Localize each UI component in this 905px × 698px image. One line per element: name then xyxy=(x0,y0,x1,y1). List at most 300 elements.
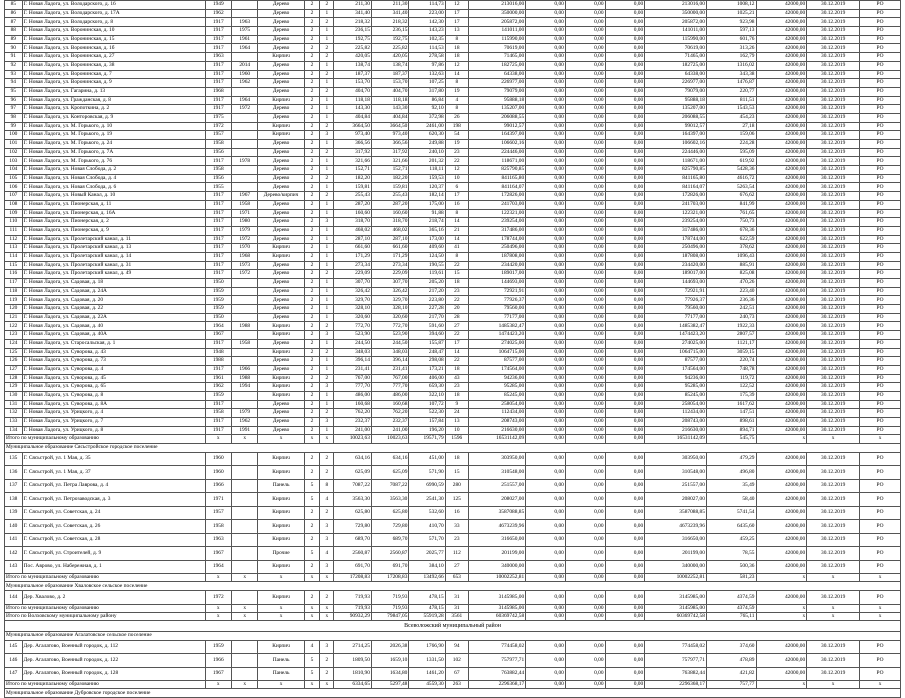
table-cell: 208027,00 xyxy=(468,493,525,507)
table-row xyxy=(5,27,901,36)
table-cell: 1958 xyxy=(205,409,231,418)
section-title-row xyxy=(5,621,901,632)
table-cell: 22 xyxy=(445,331,468,340)
table-cell: 12 xyxy=(445,61,468,70)
table-cell: 1968 xyxy=(205,87,231,96)
table-cell: 8 xyxy=(320,479,334,493)
table-cell: Дерево xyxy=(258,409,304,418)
table-cell: 30.12.2019 xyxy=(807,61,860,70)
table-cell: 42000,00 xyxy=(756,35,807,44)
table-cell: 30.12.2019 xyxy=(807,122,860,131)
table-cell: 2 xyxy=(304,591,319,605)
table-cell: 774458,02 xyxy=(468,640,525,654)
table-cell: 0,00 xyxy=(565,591,605,605)
table-cell xyxy=(232,305,258,314)
table-cell: 3145985,00 xyxy=(645,591,707,605)
table-cell: 317486,00 xyxy=(645,226,707,235)
table-cell: 0,00 xyxy=(565,383,605,392)
table-cell: 114,73 xyxy=(409,1,445,10)
table-cell: Г. Сясьстрой, ул. 1 Мая, д. 37 xyxy=(22,466,205,480)
table-cell: 1917 xyxy=(205,27,231,36)
table-cell: 0,00 xyxy=(526,61,566,70)
table-cell: 522,30 xyxy=(409,409,445,418)
table-cell: Дерево xyxy=(258,418,304,427)
table-cell: 13 xyxy=(445,418,468,427)
table-row xyxy=(5,1,901,10)
table-cell: 8 xyxy=(445,105,468,114)
table-cell: Г. Сясьстрой, ул. Петрозаводская, д. 3 xyxy=(22,493,205,507)
table-cell: 2 xyxy=(304,79,319,88)
table-cell: 0,00 xyxy=(565,400,605,409)
table-cell xyxy=(232,287,258,296)
table-cell: 1316,02 xyxy=(706,61,756,70)
table-row xyxy=(5,296,901,305)
table-cell: 213016,00 xyxy=(645,1,707,10)
table-cell: РО xyxy=(860,122,901,131)
table-cell: Г. Новая Ладога, ул. Гагарина, д. 13 xyxy=(22,87,205,96)
table-cell: 15 xyxy=(445,270,468,279)
table-cell: 2 xyxy=(320,122,334,131)
table-cell: 30.12.2019 xyxy=(807,209,860,218)
table-cell: 0,00 xyxy=(565,466,605,480)
table-cell: 30.12.2019 xyxy=(807,87,860,96)
table-cell xyxy=(232,400,258,409)
table-cell: РО xyxy=(860,506,901,520)
table-cell: 0,00 xyxy=(605,426,645,435)
table-cell: 2 xyxy=(304,44,319,53)
table-cell: 0,00 xyxy=(605,244,645,253)
table-cell: 98 xyxy=(5,113,23,122)
table-cell: 0,00 xyxy=(565,157,605,166)
table-cell: 162,79 xyxy=(706,53,756,62)
table-cell: 135207,00 xyxy=(468,105,525,114)
table-cell: 0,00 xyxy=(605,452,645,466)
table-cell: 115990,00 xyxy=(645,35,707,44)
table-cell: 27,18 xyxy=(706,122,756,131)
table-cell: 147,51 xyxy=(706,409,756,418)
table-cell: 30.12.2019 xyxy=(807,174,860,183)
table-cell: 1967 xyxy=(205,547,231,561)
table-cell: 172826,00 xyxy=(645,192,707,201)
table-cell xyxy=(232,279,258,288)
table-row xyxy=(5,287,901,296)
table-cell: 0,00 xyxy=(526,591,566,605)
table-cell: 396,14 xyxy=(371,357,408,366)
table-cell: 153,70 xyxy=(334,79,371,88)
table-cell: 3059,15 xyxy=(706,348,756,357)
table-cell: 321,66 xyxy=(371,157,408,166)
table-cell: 208743,00 xyxy=(645,418,707,427)
table-cell: 171,29 xyxy=(371,252,408,261)
table-cell: Кирпич xyxy=(258,560,304,574)
table-cell: Кирпич xyxy=(258,520,304,534)
table-cell: 42000,00 xyxy=(756,296,807,305)
table-cell: 1988 xyxy=(205,357,231,366)
table-cell: 2 xyxy=(304,391,319,400)
table-cell: Дерево xyxy=(258,218,304,227)
table-cell: Дерево xyxy=(258,61,304,70)
table-row xyxy=(5,270,901,279)
table-cell: Кирпич xyxy=(258,322,304,331)
total-cell: х xyxy=(320,435,334,443)
table-cell: 328,10 xyxy=(371,305,408,314)
table-cell: 1917 xyxy=(205,252,231,261)
table-cell: РО xyxy=(860,331,901,340)
table-cell: 30.12.2019 xyxy=(807,560,860,574)
table-cell: 14 xyxy=(445,218,468,227)
table-cell: 152,71 xyxy=(371,166,408,175)
table-cell: 625,09 xyxy=(371,466,408,480)
table-cell: 404,84 xyxy=(334,113,371,122)
table-cell: Г. Новая Ладога, ул. Воронинская, д. 9 xyxy=(22,79,205,88)
table-cell: 841164,07 xyxy=(468,183,525,192)
table-cell: Кирпич xyxy=(258,506,304,520)
table-cell: 95888,18 xyxy=(468,96,525,105)
total-cell: х xyxy=(205,604,231,612)
table-cell: 2 xyxy=(304,105,319,114)
table-cell: 1461,20 xyxy=(409,667,445,681)
table-cell: 2 xyxy=(304,331,319,340)
table-cell: 2 xyxy=(320,148,334,157)
table-cell: 350000,00 xyxy=(468,9,525,18)
total-label: Итого по муниципальному образованию xyxy=(5,681,206,689)
table-cell xyxy=(232,113,258,122)
table-cell: 762,20 xyxy=(371,409,408,418)
table-cell: Г. Новая Ладога, ул. Пролетарский канал, д. 13 xyxy=(22,244,205,253)
table-cell: 2 xyxy=(304,279,319,288)
table-cell xyxy=(232,452,258,466)
table-cell: 30.12.2019 xyxy=(807,140,860,149)
table-cell: 54 xyxy=(445,131,468,140)
table-cell: 366,56 xyxy=(371,140,408,149)
table-row xyxy=(5,365,901,374)
total-cell: 0,00 xyxy=(526,604,566,612)
total-cell: 1596 xyxy=(445,435,468,443)
table-cell: 42000,00 xyxy=(756,400,807,409)
table-cell: 619,92 xyxy=(706,157,756,166)
table-cell: 30.12.2019 xyxy=(807,357,860,366)
table-cell: 112434,00 xyxy=(468,409,525,418)
table-cell: Кирпич xyxy=(258,383,304,392)
table-cell: 0,00 xyxy=(605,140,645,149)
table-cell: 144 xyxy=(5,591,23,605)
table-cell: 7087,22 xyxy=(334,479,371,493)
table-cell: 132 xyxy=(5,409,23,418)
total-cell: 16531142,09 xyxy=(645,435,707,443)
table-cell: 678,36 xyxy=(706,226,756,235)
table-cell: 137 xyxy=(5,479,23,493)
table-cell: 138,74 xyxy=(371,61,408,70)
table-cell: 236,15 xyxy=(371,27,408,36)
table-cell: 1959 xyxy=(205,287,231,296)
table-cell: 0,00 xyxy=(565,44,605,53)
table-cell: 1960 xyxy=(232,70,258,79)
table-cell: 0,00 xyxy=(526,244,566,253)
table-cell: 287,20 xyxy=(371,200,408,209)
table-cell: 278,58 xyxy=(409,53,445,62)
table-cell: 329,70 xyxy=(334,296,371,305)
table-row xyxy=(5,383,901,392)
table-cell: 241703,00 xyxy=(468,200,525,209)
table-row xyxy=(5,218,901,227)
table-cell: 3 xyxy=(320,533,334,547)
table-cell: 143,30 xyxy=(334,105,371,114)
table-cell: РО xyxy=(860,426,901,435)
table-cell: 229,09 xyxy=(334,270,371,279)
table-cell: 729,80 xyxy=(334,520,371,534)
table-cell: 42000,00 xyxy=(756,391,807,400)
table-cell xyxy=(232,183,258,192)
table-cell: 146 xyxy=(5,654,23,668)
table-cell: 142 xyxy=(5,547,23,561)
table-cell: 8 xyxy=(445,209,468,218)
table-cell: 1964 xyxy=(232,96,258,105)
table-cell: Г. Новая Ладога, ул. Воронинская, д. 15 xyxy=(22,35,205,44)
table-cell: 93 xyxy=(5,70,23,79)
table-cell: Г. Новая Ладога, ул. М. Горького, д. 19 xyxy=(22,131,205,140)
table-cell: 317486,00 xyxy=(468,226,525,235)
table-cell: Г. Новая Ладога, ул. Садовая, д. 40 xyxy=(22,322,205,331)
table-cell: 0,00 xyxy=(526,113,566,122)
table-cell: 140 xyxy=(5,520,23,534)
table-cell: 160,68 xyxy=(371,400,408,409)
table-cell: 21 xyxy=(445,226,468,235)
table-cell: 30.12.2019 xyxy=(807,218,860,227)
table-cell: 2 xyxy=(304,200,319,209)
total-cell: х xyxy=(860,681,901,689)
table-cell: РО xyxy=(860,166,901,175)
table-cell: 0,00 xyxy=(565,96,605,105)
table-row xyxy=(5,105,901,114)
table-cell: 1970 xyxy=(232,244,258,253)
table-cell: 1968 xyxy=(232,252,258,261)
table-cell: Г. Новая Ладога, ул. Пионерская, д. 11 xyxy=(22,200,205,209)
table-cell: 174564,00 xyxy=(468,365,525,374)
table-cell: 1975 xyxy=(205,113,231,122)
table-cell: 187808,00 xyxy=(468,252,525,261)
table-cell: 239254,00 xyxy=(645,218,707,227)
table-cell: 0,00 xyxy=(565,235,605,244)
table-cell: Г. Новая Ладога, ул. Суворова, д. 8А xyxy=(22,400,205,409)
table-cell: 2 xyxy=(304,357,319,366)
table-cell: 0,00 xyxy=(605,35,645,44)
total-cell: 0,00 xyxy=(526,681,566,689)
table-cell: 287,10 xyxy=(334,235,371,244)
table-cell: 30.12.2019 xyxy=(807,105,860,114)
table-cell: 42000,00 xyxy=(756,140,807,149)
table-cell: 0,00 xyxy=(605,218,645,227)
total-cell: х xyxy=(258,612,304,620)
table-cell xyxy=(232,391,258,400)
table-cell: 0,00 xyxy=(526,287,566,296)
table-cell: 1 xyxy=(320,426,334,435)
table-cell: 0,00 xyxy=(565,70,605,79)
table-cell: 0,00 xyxy=(605,270,645,279)
table-cell: 211,30 xyxy=(371,1,408,10)
table-cell: РО xyxy=(860,192,901,201)
table-row xyxy=(5,506,901,520)
table-cell: 30.12.2019 xyxy=(807,53,860,62)
table-cell: 0,00 xyxy=(526,131,566,140)
table-cell: 241703,00 xyxy=(645,200,707,209)
table-cell: 231,41 xyxy=(334,365,371,374)
table-cell: Г. Новая Ладога, ул. Конторовская, д. 9 xyxy=(22,113,205,122)
table-cell: 1810,90 xyxy=(334,667,371,681)
table-cell: Г. Новая Ладога, ул. Воронинская, д. 1б xyxy=(22,44,205,53)
table-cell: 85245,00 xyxy=(468,391,525,400)
table-cell: 571,90 xyxy=(409,466,445,480)
table-cell: 94236,00 xyxy=(468,374,525,383)
table-cell: 468,02 xyxy=(334,226,371,235)
table-cell: 0,00 xyxy=(565,452,605,466)
table-cell: Дер. Агалатово, Военный городок, д. 128 xyxy=(22,667,205,681)
table-cell: 2 xyxy=(320,409,334,418)
table-cell: 115990,00 xyxy=(468,35,525,44)
table-cell: 0,00 xyxy=(565,305,605,314)
table-cell: 317,80 xyxy=(409,87,445,96)
table-row xyxy=(5,96,901,105)
table-cell: 1917 xyxy=(205,70,231,79)
table-cell xyxy=(232,148,258,157)
table-cell: Г. Новая Ладога, ул. Садовая, д. 40А xyxy=(22,331,205,340)
table-cell: 841,99 xyxy=(706,200,756,209)
table-cell: 201199,00 xyxy=(468,547,525,561)
total-cell: 0,00 xyxy=(565,604,605,612)
table-cell: 1950 xyxy=(205,279,231,288)
table-cell: 4374,59 xyxy=(706,591,756,605)
table-cell: 1958 xyxy=(205,520,231,534)
table-cell: 273,34 xyxy=(371,261,408,270)
table-cell: 30.12.2019 xyxy=(807,226,860,235)
table-cell: 0,00 xyxy=(526,1,566,10)
table-cell: 0,00 xyxy=(605,87,645,96)
table-cell: 761,65 xyxy=(706,209,756,218)
table-cell: 87577,00 xyxy=(645,357,707,366)
table-cell: 16 xyxy=(445,506,468,520)
table-cell: 0,00 xyxy=(605,560,645,574)
table-cell: РО xyxy=(860,96,901,105)
repair-schedule-table xyxy=(4,0,901,698)
total-row xyxy=(5,612,901,620)
table-cell: 234420,00 xyxy=(645,261,707,270)
table-cell: 0,00 xyxy=(526,96,566,105)
table-cell: 112 xyxy=(445,547,468,561)
table-cell: 130 xyxy=(5,391,23,400)
table-cell: 2 xyxy=(304,140,319,149)
section-title-row xyxy=(5,443,901,452)
table-cell: 189017,00 xyxy=(468,270,525,279)
table-cell: 0,00 xyxy=(605,287,645,296)
table-cell xyxy=(232,479,258,493)
table-cell: 0,00 xyxy=(565,391,605,400)
table-row xyxy=(5,200,901,209)
table-row xyxy=(5,654,901,668)
table-cell: РО xyxy=(860,391,901,400)
table-cell: 2 xyxy=(304,339,319,348)
table-cell: 1096,43 xyxy=(706,252,756,261)
total-cell: х xyxy=(258,435,304,443)
total-cell: 17208,83 xyxy=(371,574,408,582)
section-title: Муниципальное образование Хваловское сельское поселение xyxy=(5,582,901,591)
table-cell: 42000,00 xyxy=(756,235,807,244)
table-cell: 1064715,00 xyxy=(468,348,525,357)
table-cell: 22 xyxy=(445,296,468,305)
table-cell: 92 xyxy=(5,61,23,70)
total-row xyxy=(5,681,901,689)
table-cell: Дерево xyxy=(258,270,304,279)
table-row xyxy=(5,339,901,348)
table-cell: 1 xyxy=(320,296,334,305)
table-cell: 224446,00 xyxy=(468,148,525,157)
table-cell: 42000,00 xyxy=(756,79,807,88)
table-cell: 1 xyxy=(320,113,334,122)
table-row xyxy=(5,252,901,261)
table-cell: 0,00 xyxy=(605,226,645,235)
total-cell: х xyxy=(860,435,901,443)
total-cell: х xyxy=(232,681,258,689)
table-cell: 0,00 xyxy=(605,261,645,270)
table-cell: 0,00 xyxy=(526,18,566,27)
total-cell: 3561 xyxy=(445,612,468,620)
total-cell: 4559,30 xyxy=(409,681,445,689)
table-cell: 206088,55 xyxy=(468,113,525,122)
total-cell: х xyxy=(304,612,319,620)
table-cell: 1917 xyxy=(205,339,231,348)
table-cell: 2 xyxy=(304,426,319,435)
table-cell: 486,00 xyxy=(371,391,408,400)
table-cell: 14 xyxy=(445,348,468,357)
table-cell: 5 xyxy=(304,667,319,681)
table-cell: Панель xyxy=(258,667,304,681)
table-cell: 0,00 xyxy=(526,365,566,374)
table-cell: 0,00 xyxy=(526,560,566,574)
table-cell: 1962 xyxy=(205,383,231,392)
table-cell: 0,00 xyxy=(565,113,605,122)
total-cell: 17208,83 xyxy=(334,574,371,582)
table-cell: Дер. Хвалово, д. 2 xyxy=(22,591,205,605)
table-cell: 218,32 xyxy=(334,18,371,27)
table-cell: 634,16 xyxy=(334,452,371,466)
table-cell: 159,81 xyxy=(371,183,408,192)
table-cell: Дерево xyxy=(258,174,304,183)
table-cell: 3 xyxy=(320,560,334,574)
table-cell: Г. Новая Ладога, ул. М. Горького, д. 76 xyxy=(22,157,205,166)
table-cell: 341,40 xyxy=(371,9,408,18)
table-cell: 226977,00 xyxy=(468,79,525,88)
table-cell: 42000,00 xyxy=(756,244,807,253)
table-cell: 2 xyxy=(304,466,319,480)
table-cell: 0,00 xyxy=(605,418,645,427)
table-cell: Прочие xyxy=(258,547,304,561)
table-cell: 127 xyxy=(5,365,23,374)
section-title: Муниципальное образование Дубровское городское поселение xyxy=(5,689,901,698)
table-cell: 0,00 xyxy=(526,279,566,288)
table-cell: Кирпич xyxy=(258,331,304,340)
table-cell: 251557,00 xyxy=(468,479,525,493)
total-cell: 13492,66 xyxy=(409,574,445,582)
table-cell: 898,61 xyxy=(706,418,756,427)
table-cell: 0,00 xyxy=(565,174,605,183)
table-cell: 3563,30 xyxy=(334,493,371,507)
table-cell: 2 xyxy=(320,70,334,79)
section-title-row xyxy=(5,631,901,640)
total-cell: х xyxy=(205,681,231,689)
table-cell: 224446,00 xyxy=(645,148,707,157)
table-cell: Дерево xyxy=(258,1,304,10)
table-cell: 0,00 xyxy=(526,409,566,418)
table-cell: 0,00 xyxy=(565,53,605,62)
table-cell: Пос. Аврово, ул. Набережная, д. 1 xyxy=(22,560,205,574)
